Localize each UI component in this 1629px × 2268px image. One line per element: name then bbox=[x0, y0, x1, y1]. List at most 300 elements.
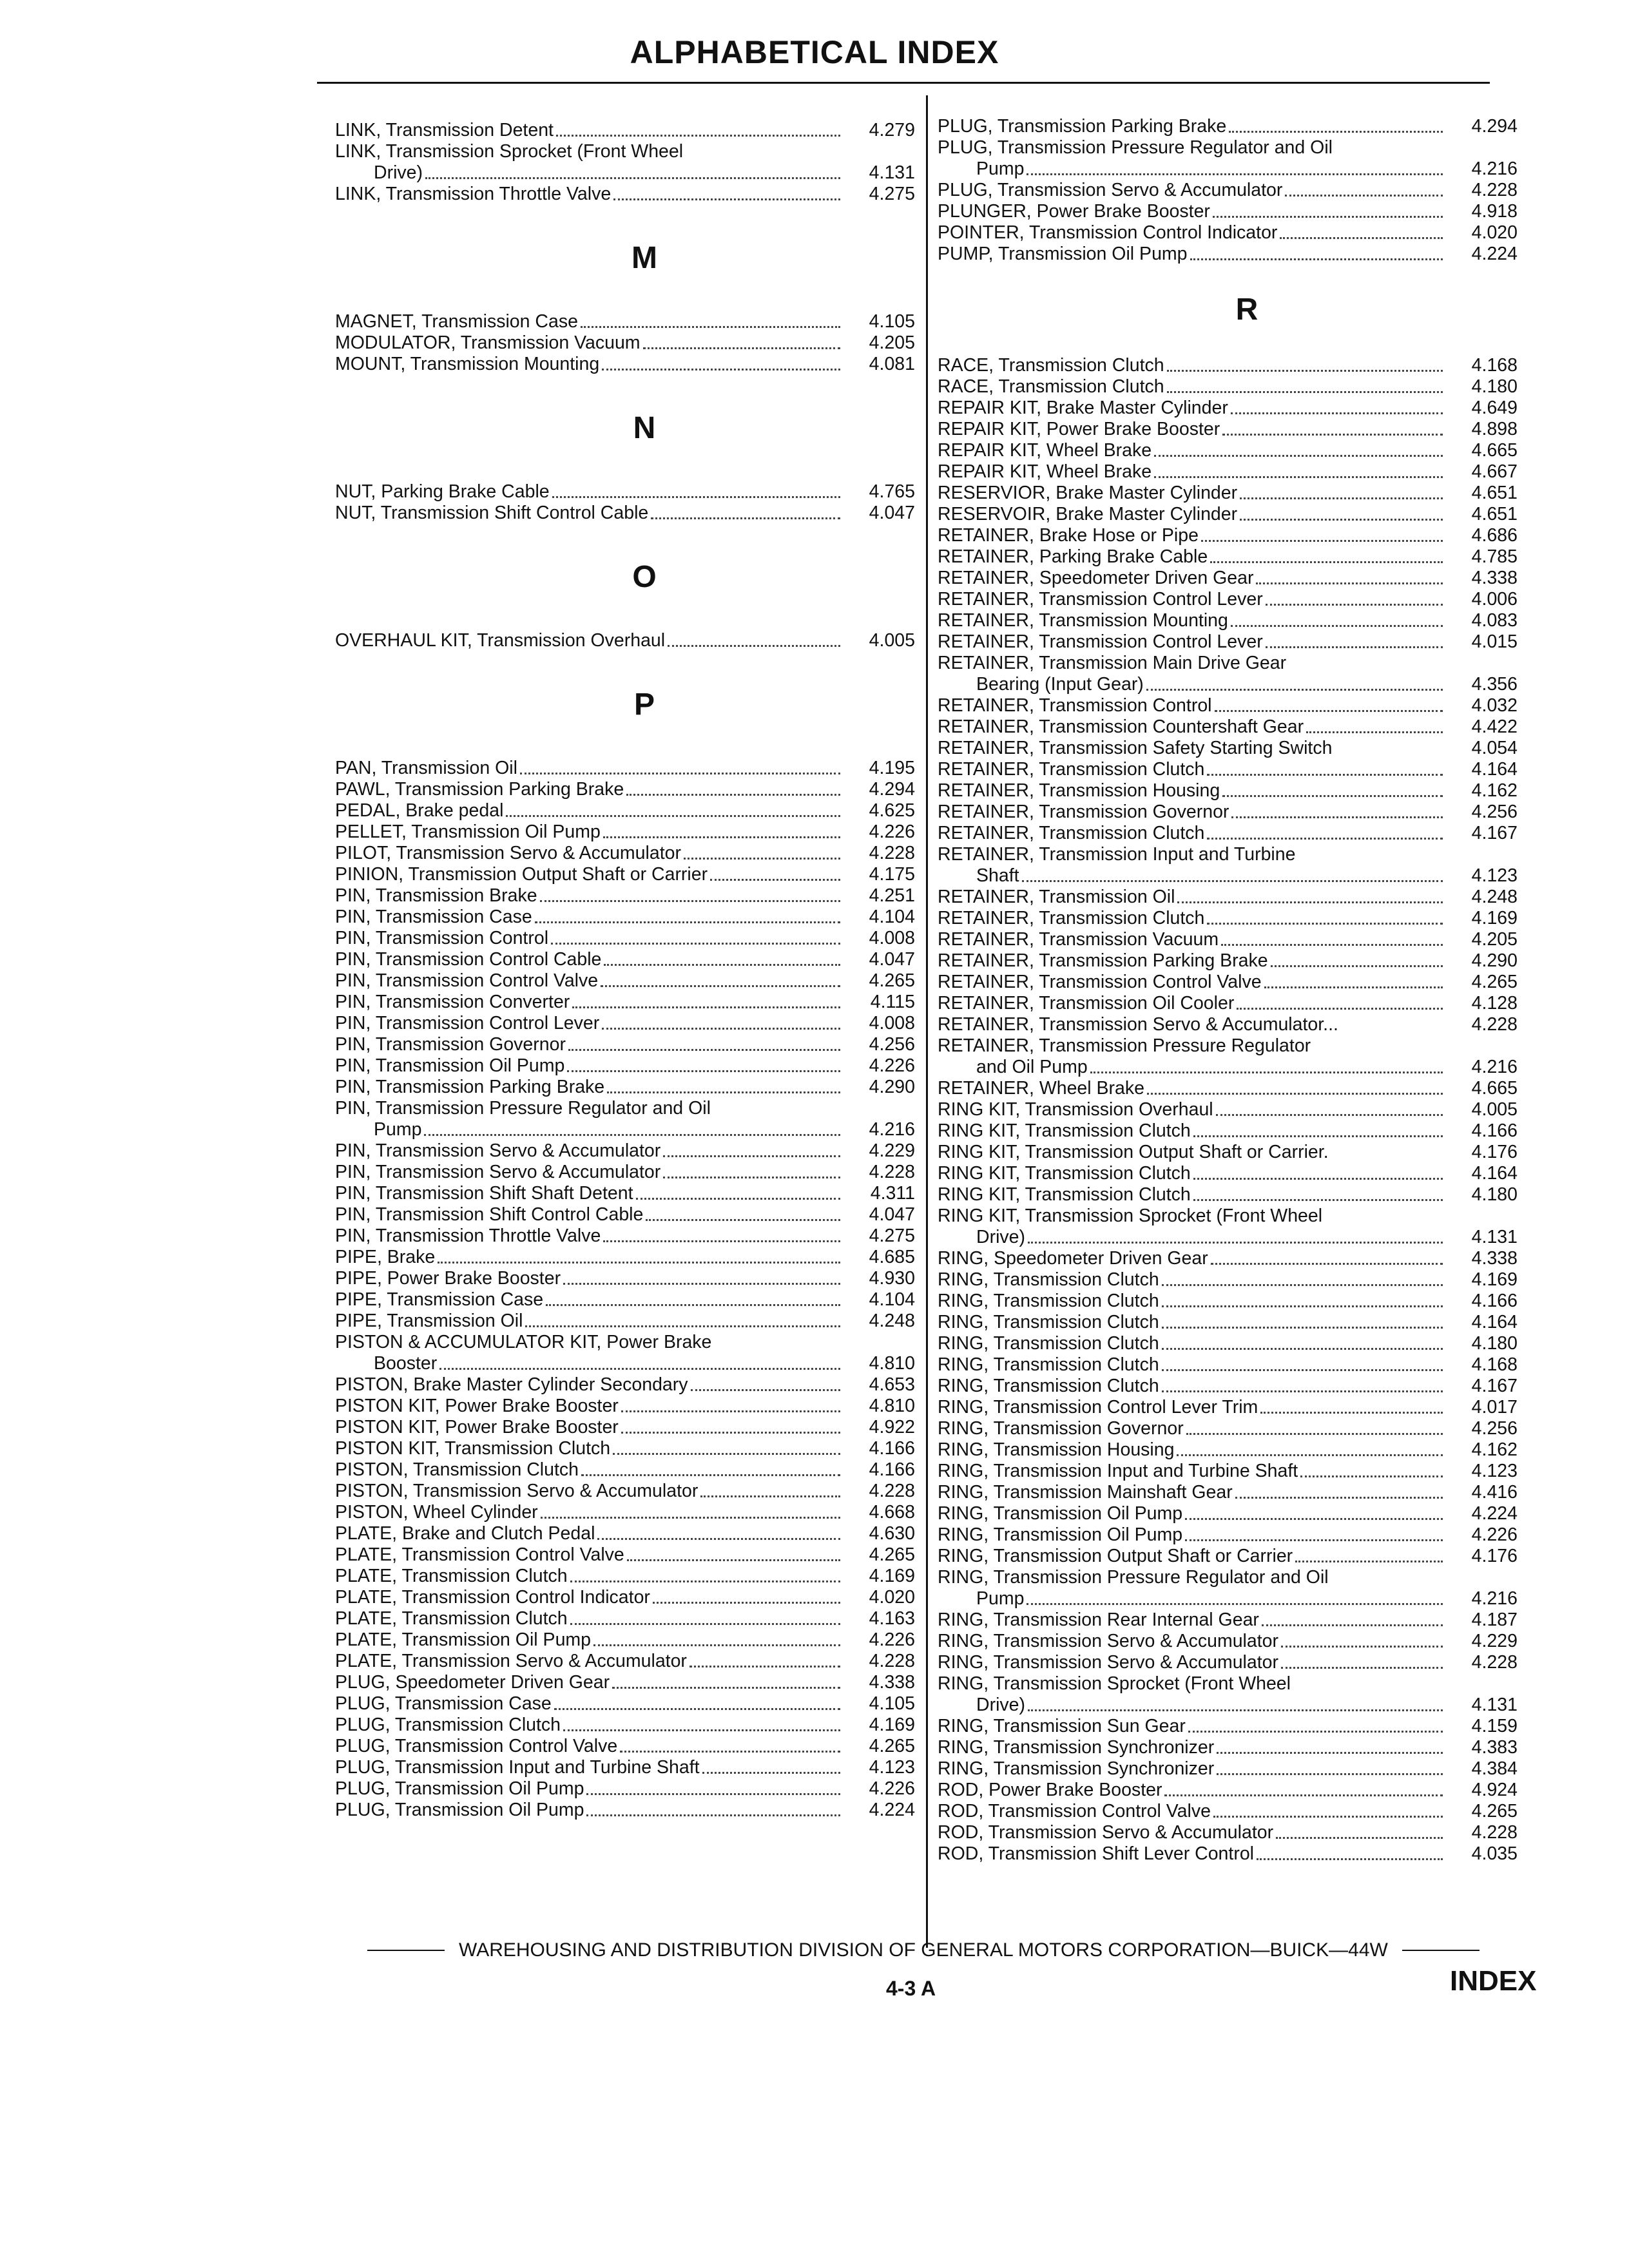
dot-leader bbox=[1028, 1242, 1443, 1244]
entry-label: RESERVOIR, Brake Master Cylinder bbox=[938, 504, 1238, 524]
entry-label: POINTER, Transmission Control Indicator bbox=[938, 222, 1278, 243]
index-entry bbox=[938, 504, 1518, 525]
entry-label: PLUG, Transmission Servo & Accumulator bbox=[938, 180, 1283, 200]
entry-label: Drive) bbox=[374, 162, 423, 183]
index-entry bbox=[335, 503, 915, 524]
entry-label: RING, Transmission Input and Turbine Shaft bbox=[938, 1461, 1298, 1481]
dot-leader bbox=[546, 1304, 840, 1306]
index-entry bbox=[335, 481, 915, 503]
section-letter-header: M bbox=[631, 241, 657, 275]
entry-label: PLATE, Transmission Control Indicator bbox=[335, 1587, 650, 1608]
entry-page-ref: 4.131 bbox=[1471, 1227, 1518, 1247]
dot-leader bbox=[1231, 816, 1443, 818]
entry-label: RING, Transmission Clutch bbox=[938, 1333, 1159, 1354]
index-column-left bbox=[335, 120, 915, 1821]
dot-leader bbox=[1162, 1327, 1443, 1329]
section-letter-header: P bbox=[633, 687, 655, 722]
entry-label: RETAINER, Transmission Control Valve bbox=[938, 972, 1262, 992]
entry-label: ROD, Transmission Control Valve bbox=[938, 1801, 1211, 1821]
entry-page-ref: 4.128 bbox=[1471, 993, 1518, 1014]
index-entry bbox=[335, 843, 915, 864]
entry-page-ref: 4.294 bbox=[1471, 116, 1518, 137]
entry-page-ref: 4.167 bbox=[1471, 823, 1518, 843]
dot-leader bbox=[663, 1177, 840, 1178]
index-entry bbox=[938, 1716, 1518, 1737]
entry-label: PLUNGER, Power Brake Booster bbox=[938, 201, 1210, 222]
dot-leader bbox=[551, 943, 840, 945]
entry-page-ref: 4.265 bbox=[869, 1544, 915, 1565]
entry-page-ref: 4.651 bbox=[1471, 504, 1518, 524]
index-entry bbox=[335, 1140, 915, 1162]
dot-leader bbox=[1260, 1412, 1443, 1414]
entry-page-ref: 4.006 bbox=[1471, 589, 1518, 610]
index-entry bbox=[335, 1736, 915, 1757]
index-entry bbox=[938, 1610, 1518, 1631]
entry-label: PLUG, Speedometer Driven Gear bbox=[335, 1672, 610, 1693]
index-entry bbox=[938, 653, 1518, 674]
entry-label: PLATE, Transmission Servo & Accumulator bbox=[335, 1651, 687, 1671]
dot-leader bbox=[604, 964, 840, 966]
dot-leader bbox=[581, 326, 840, 328]
index-entry bbox=[938, 1822, 1518, 1843]
index-entry bbox=[335, 1715, 915, 1736]
entry-label: LINK, Transmission Sprocket (Front Wheel bbox=[335, 141, 684, 162]
entry-page-ref: 4.228 bbox=[1471, 180, 1518, 200]
index-entry bbox=[938, 1461, 1518, 1482]
entry-page-ref: 4.338 bbox=[869, 1672, 915, 1693]
index-entry bbox=[938, 1333, 1518, 1354]
index-entry bbox=[938, 1184, 1518, 1206]
index-entry bbox=[335, 1502, 915, 1523]
dot-leader bbox=[1231, 412, 1443, 414]
entry-page-ref: 4.054 bbox=[1471, 738, 1518, 758]
entry-label: PIPE, Brake bbox=[335, 1247, 436, 1267]
entry-label: RING, Transmission Sun Gear bbox=[938, 1716, 1186, 1736]
dot-leader bbox=[607, 1091, 840, 1093]
index-entry-continuation bbox=[938, 159, 1518, 180]
entry-page-ref: 4.256 bbox=[1471, 1418, 1518, 1439]
dot-leader bbox=[1256, 582, 1443, 584]
index-entry bbox=[938, 972, 1518, 993]
index-entry-continuation bbox=[938, 674, 1518, 695]
entry-page-ref: 4.248 bbox=[1471, 887, 1518, 907]
entry-page-ref: 4.228 bbox=[869, 843, 915, 863]
entry-page-ref: 4.356 bbox=[1471, 674, 1518, 695]
entry-label: Shaft bbox=[976, 865, 1019, 886]
entry-label: RING, Transmission Synchronizer bbox=[938, 1737, 1215, 1758]
dot-leader bbox=[621, 1410, 840, 1412]
dot-leader bbox=[520, 773, 840, 774]
index-entry bbox=[335, 1225, 915, 1247]
entry-page-ref: 4.653 bbox=[869, 1374, 915, 1395]
entry-page-ref: 4.163 bbox=[869, 1608, 915, 1629]
entry-label: RACE, Transmission Clutch bbox=[938, 376, 1164, 397]
dot-leader bbox=[525, 1325, 840, 1327]
entry-page-ref: 4.930 bbox=[869, 1268, 915, 1289]
index-entry bbox=[335, 1459, 915, 1481]
index-entry bbox=[335, 1544, 915, 1566]
entry-label: RING KIT, Transmission Clutch bbox=[938, 1120, 1191, 1141]
entry-page-ref: 4.265 bbox=[1471, 972, 1518, 992]
entry-label: RING, Transmission Synchronizer bbox=[938, 1758, 1215, 1779]
dot-leader bbox=[1190, 258, 1443, 260]
dot-leader bbox=[684, 858, 840, 860]
dot-leader bbox=[613, 1453, 840, 1455]
entry-page-ref: 4.275 bbox=[869, 1225, 915, 1246]
entry-page-ref: 4.422 bbox=[1471, 716, 1518, 737]
entry-page-ref: 4.015 bbox=[1471, 631, 1518, 652]
entry-label: PIN, Transmission Shift Shaft Detent bbox=[335, 1183, 633, 1204]
entry-label: PAWL, Transmission Parking Brake bbox=[335, 779, 624, 800]
entry-page-ref: 4.032 bbox=[1471, 695, 1518, 716]
index-entry bbox=[335, 1098, 915, 1119]
entry-page-ref: 4.625 bbox=[869, 800, 915, 821]
index-entry bbox=[335, 992, 915, 1013]
index-entry bbox=[335, 1268, 915, 1289]
index-entry bbox=[938, 376, 1518, 398]
entry-page-ref: 4.164 bbox=[1471, 759, 1518, 780]
dot-leader bbox=[620, 1751, 840, 1753]
index-entry bbox=[938, 1376, 1518, 1397]
entry-page-ref: 4.922 bbox=[869, 1417, 915, 1437]
entry-label: RETAINER, Transmission Control Lever bbox=[938, 631, 1263, 652]
entry-label: PIN, Transmission Shift Control Cable bbox=[335, 1204, 644, 1225]
dot-leader bbox=[668, 645, 840, 647]
index-entry bbox=[938, 1078, 1518, 1099]
entry-label: PIPE, Transmission Oil bbox=[335, 1311, 523, 1331]
entry-label: PLATE, Transmission Oil Pump bbox=[335, 1629, 592, 1650]
dot-leader bbox=[700, 1495, 840, 1497]
entry-label: RING, Transmission Governor bbox=[938, 1418, 1184, 1439]
entry-label: ROD, Transmission Shift Lever Control bbox=[938, 1843, 1254, 1864]
entry-label: PAN, Transmission Oil bbox=[335, 758, 517, 778]
index-entry bbox=[335, 1693, 915, 1715]
entry-label: LINK, Transmission Throttle Valve bbox=[335, 184, 612, 204]
dot-leader bbox=[1193, 1135, 1443, 1137]
dot-leader bbox=[1185, 1518, 1443, 1520]
entry-page-ref: 4.630 bbox=[869, 1523, 915, 1544]
entry-page-ref: 4.226 bbox=[869, 1629, 915, 1650]
dot-leader bbox=[602, 369, 840, 370]
dot-leader bbox=[570, 1581, 840, 1582]
entry-label: PIPE, Power Brake Booster bbox=[335, 1268, 561, 1289]
dot-leader bbox=[1237, 1008, 1443, 1010]
dot-leader bbox=[572, 1006, 840, 1008]
entry-page-ref: 4.294 bbox=[869, 779, 915, 800]
entry-page-ref: 4.216 bbox=[869, 1119, 915, 1140]
entry-page-ref: 4.228 bbox=[1471, 1822, 1518, 1843]
entry-label: PINION, Transmission Output Shaft or Carrier bbox=[335, 864, 708, 885]
entry-label: PLATE, Transmission Clutch bbox=[335, 1566, 568, 1586]
dot-leader bbox=[1167, 370, 1443, 372]
entry-label: LINK, Transmission Detent bbox=[335, 120, 554, 140]
index-entry bbox=[335, 1800, 915, 1821]
dot-leader bbox=[1177, 1454, 1443, 1456]
dot-leader bbox=[603, 1240, 840, 1242]
entry-label: PLATE, Transmission Clutch bbox=[335, 1608, 568, 1629]
page-number: 4-3 A bbox=[886, 1977, 936, 2000]
entry-label: RING, Transmission Housing bbox=[938, 1439, 1175, 1460]
dot-leader bbox=[1028, 1709, 1443, 1711]
index-entry bbox=[938, 1120, 1518, 1142]
dot-leader bbox=[1280, 237, 1443, 239]
entry-label: ROD, Transmission Servo & Accumulator bbox=[938, 1822, 1274, 1843]
dot-leader bbox=[425, 177, 840, 179]
entry-label: RING, Transmission Servo & Accumulator bbox=[938, 1652, 1279, 1673]
index-entry bbox=[938, 802, 1518, 823]
entry-page-ref: 4.810 bbox=[869, 1353, 915, 1374]
index-entry bbox=[938, 1163, 1518, 1184]
entry-page-ref: 4.686 bbox=[1471, 525, 1518, 546]
entry-page-ref: 4.168 bbox=[1471, 355, 1518, 376]
entry-label: RING KIT, Transmission Sprocket (Front Wheel bbox=[938, 1206, 1323, 1226]
entry-label: and Oil Pump bbox=[976, 1057, 1088, 1077]
index-entry bbox=[335, 1247, 915, 1268]
index-entry bbox=[335, 332, 915, 354]
entry-label: RING KIT, Transmission Output Shaft or Carrier. bbox=[938, 1142, 1329, 1162]
entry-label: PLUG, Transmission Parking Brake bbox=[938, 116, 1227, 137]
dot-leader bbox=[567, 1070, 840, 1072]
entry-label: RING, Transmission Oil Pump bbox=[938, 1503, 1183, 1524]
index-entry bbox=[938, 483, 1518, 504]
entry-label: RETAINER, Brake Hose or Pipe bbox=[938, 525, 1199, 546]
entry-label: NUT, Transmission Shift Control Cable bbox=[335, 503, 649, 523]
footer-text: WAREHOUSING AND DISTRIBUTION DIVISION OF GENERAL MOTORS CORPORATION—BUICK—44W bbox=[459, 1939, 1388, 1961]
entry-page-ref: 4.167 bbox=[1471, 1376, 1518, 1396]
dot-leader bbox=[1306, 731, 1443, 733]
entry-page-ref: 4.169 bbox=[869, 1566, 915, 1586]
entry-label: RETAINER, Transmission Control Lever bbox=[938, 589, 1263, 610]
entry-label: RETAINER, Transmission Input and Turbine bbox=[938, 844, 1296, 865]
entry-label: RING, Transmission Sprocket (Front Wheel bbox=[938, 1673, 1291, 1694]
entry-page-ref: 4.176 bbox=[1471, 1546, 1518, 1566]
entry-label: PIN, Transmission Throttle Valve bbox=[335, 1225, 601, 1246]
footer-rule-left bbox=[367, 1950, 445, 1951]
entry-page-ref: 4.035 bbox=[1471, 1843, 1518, 1864]
entry-label: RETAINER, Transmission Safety Starting Switch bbox=[938, 738, 1333, 758]
footer-rule-right bbox=[1402, 1950, 1480, 1951]
entry-page-ref: 4.159 bbox=[1471, 1716, 1518, 1736]
dot-leader bbox=[1193, 1199, 1443, 1201]
entry-label: PIN, Transmission Servo & Accumulator bbox=[335, 1140, 661, 1161]
dot-leader bbox=[1271, 965, 1443, 967]
entry-label: RETAINER, Parking Brake Cable bbox=[938, 546, 1208, 567]
entry-page-ref: 4.338 bbox=[1471, 568, 1518, 588]
dot-leader bbox=[601, 985, 840, 987]
entry-label: PIN, Transmission Control Valve bbox=[335, 970, 599, 991]
entry-label: REPAIR KIT, Brake Master Cylinder bbox=[938, 398, 1228, 418]
entry-page-ref: 4.256 bbox=[869, 1034, 915, 1055]
entry-label: RING, Transmission Clutch bbox=[938, 1291, 1159, 1311]
index-entry bbox=[335, 864, 915, 885]
entry-page-ref: 4.667 bbox=[1471, 461, 1518, 482]
index-entry bbox=[335, 630, 915, 651]
dot-leader bbox=[1193, 1178, 1443, 1180]
index-entry bbox=[938, 1035, 1518, 1057]
entry-label: PIN, Transmission Control Lever bbox=[335, 1013, 600, 1033]
entry-page-ref: 4.228 bbox=[869, 1162, 915, 1182]
entry-label: RING, Speedometer Driven Gear bbox=[938, 1248, 1208, 1269]
dot-leader bbox=[1154, 455, 1443, 457]
entry-page-ref: 4.290 bbox=[1471, 950, 1518, 971]
column-divider bbox=[926, 95, 928, 1948]
index-entry bbox=[938, 1482, 1518, 1503]
dot-leader bbox=[1167, 391, 1443, 393]
entry-page-ref: 4.008 bbox=[869, 928, 915, 948]
entry-label: PLUG, Transmission Oil Pump bbox=[335, 1800, 584, 1820]
entry-page-ref: 4.047 bbox=[869, 949, 915, 970]
entry-page-ref: 4.020 bbox=[869, 1587, 915, 1608]
entry-page-ref: 4.224 bbox=[1471, 1503, 1518, 1524]
index-entry bbox=[938, 631, 1518, 653]
entry-page-ref: 4.216 bbox=[1471, 1057, 1518, 1077]
dot-leader bbox=[1147, 1093, 1443, 1095]
entry-label: Pump bbox=[976, 159, 1025, 179]
index-entry bbox=[938, 695, 1518, 716]
index-entry bbox=[335, 1672, 915, 1693]
dot-leader bbox=[689, 1666, 840, 1667]
index-entry bbox=[938, 222, 1518, 244]
dot-leader bbox=[643, 347, 840, 349]
index-entry-continuation bbox=[335, 162, 915, 184]
entry-label: RING, Transmission Clutch bbox=[938, 1269, 1159, 1290]
entry-label: Drive) bbox=[976, 1695, 1025, 1715]
entry-label: RETAINER, Transmission Clutch bbox=[938, 823, 1205, 843]
entry-label: RING, Transmission Servo & Accumulator bbox=[938, 1631, 1279, 1651]
entry-page-ref: 4.105 bbox=[869, 311, 915, 332]
entry-page-ref: 4.649 bbox=[1471, 398, 1518, 418]
index-entry bbox=[938, 1099, 1518, 1120]
entry-page-ref: 4.166 bbox=[1471, 1120, 1518, 1141]
dot-leader bbox=[1201, 540, 1443, 542]
entry-page-ref: 4.166 bbox=[1471, 1291, 1518, 1311]
dot-leader bbox=[1221, 944, 1443, 946]
index-entry bbox=[938, 137, 1518, 159]
dot-leader bbox=[1207, 774, 1443, 776]
entry-label: RETAINER, Wheel Brake bbox=[938, 1078, 1144, 1099]
dot-leader bbox=[603, 836, 840, 838]
entry-page-ref: 4.180 bbox=[1471, 1184, 1518, 1205]
entry-page-ref: 4.384 bbox=[1471, 1758, 1518, 1779]
index-entry bbox=[938, 1843, 1518, 1865]
index-entry-continuation bbox=[335, 1353, 915, 1374]
entry-label: Drive) bbox=[976, 1227, 1025, 1247]
dot-leader bbox=[627, 1559, 840, 1561]
index-entry bbox=[335, 928, 915, 949]
entry-label: RETAINER, Transmission Oil Cooler bbox=[938, 993, 1235, 1014]
dot-leader bbox=[1162, 1348, 1443, 1350]
dot-leader bbox=[586, 1814, 840, 1816]
dot-leader bbox=[556, 135, 840, 137]
entry-page-ref: 4.265 bbox=[869, 1736, 915, 1756]
index-entry bbox=[938, 908, 1518, 929]
dot-leader bbox=[1213, 1816, 1443, 1818]
entry-page-ref: 4.166 bbox=[869, 1459, 915, 1480]
dot-leader bbox=[1215, 710, 1443, 712]
dot-leader bbox=[1186, 1433, 1443, 1435]
dot-leader bbox=[1222, 795, 1443, 797]
index-entry bbox=[335, 1183, 915, 1204]
entry-page-ref: 4.020 bbox=[1471, 222, 1518, 243]
entry-page-ref: 4.229 bbox=[869, 1140, 915, 1161]
dot-leader bbox=[1211, 1263, 1443, 1265]
dot-leader bbox=[541, 1517, 840, 1519]
dot-leader bbox=[1240, 497, 1443, 499]
entry-label: RETAINER, Transmission Servo & Accumulator... bbox=[938, 1014, 1338, 1035]
entry-label: MAGNET, Transmission Case bbox=[335, 311, 578, 332]
entry-page-ref: 4.651 bbox=[1471, 483, 1518, 503]
index-entry bbox=[335, 1481, 915, 1502]
index-entry-continuation bbox=[938, 1057, 1518, 1078]
index-entry bbox=[335, 1608, 915, 1629]
dot-leader bbox=[568, 1049, 840, 1051]
index-entry bbox=[938, 1631, 1518, 1652]
dot-leader bbox=[1164, 1794, 1443, 1796]
entry-page-ref: 4.123 bbox=[869, 1757, 915, 1778]
index-entry bbox=[938, 244, 1518, 265]
index-entry bbox=[938, 1758, 1518, 1780]
dot-leader bbox=[1162, 1305, 1443, 1307]
entry-label: PLATE, Transmission Control Valve bbox=[335, 1544, 624, 1565]
index-entry bbox=[335, 141, 915, 162]
dot-leader bbox=[613, 198, 840, 200]
entry-label: PISTON, Wheel Cylinder bbox=[335, 1502, 538, 1523]
index-entry bbox=[335, 970, 915, 992]
entry-page-ref: 4.311 bbox=[870, 1183, 915, 1204]
entry-label: RING, Transmission Pressure Regulator and Oil bbox=[938, 1567, 1329, 1588]
title-rule bbox=[317, 82, 1490, 84]
entry-label: PLUG, Transmission Control Valve bbox=[335, 1736, 618, 1756]
entry-label: PELLET, Transmission Oil Pump bbox=[335, 822, 601, 842]
index-entry bbox=[938, 950, 1518, 972]
dot-leader bbox=[1266, 646, 1443, 648]
dot-leader bbox=[563, 1283, 840, 1285]
dot-leader bbox=[1217, 1752, 1443, 1754]
index-entry bbox=[938, 1503, 1518, 1524]
entry-label: Pump bbox=[374, 1119, 422, 1140]
dot-leader bbox=[554, 1708, 840, 1710]
entry-label: PISTON KIT, Power Brake Booster bbox=[335, 1396, 619, 1416]
entry-page-ref: 4.175 bbox=[869, 864, 915, 885]
index-entry bbox=[335, 779, 915, 800]
index-entry bbox=[335, 1311, 915, 1332]
entry-label: REPAIR KIT, Wheel Brake bbox=[938, 440, 1152, 461]
entry-label: RETAINER, Transmission Governor bbox=[938, 802, 1229, 822]
entry-page-ref: 4.005 bbox=[869, 630, 915, 651]
entry-label: OVERHAUL KIT, Transmission Overhaul bbox=[335, 630, 666, 651]
index-entry bbox=[335, 1162, 915, 1183]
index-entry bbox=[938, 844, 1518, 865]
dot-leader bbox=[1162, 1369, 1443, 1371]
entry-page-ref: 4.416 bbox=[1471, 1482, 1518, 1503]
entry-label: PEDAL, Brake pedal bbox=[335, 800, 504, 821]
index-entry bbox=[335, 1204, 915, 1225]
entry-label: RING, Transmission Control Lever Trim bbox=[938, 1397, 1258, 1418]
entry-label: PIN, Transmission Oil Pump bbox=[335, 1055, 565, 1076]
entry-page-ref: 4.290 bbox=[869, 1077, 915, 1097]
index-entry bbox=[335, 1438, 915, 1459]
index-entry-continuation bbox=[335, 1119, 915, 1140]
entry-page-ref: 4.918 bbox=[1471, 201, 1518, 222]
index-entry bbox=[335, 354, 915, 375]
dot-leader bbox=[1240, 519, 1443, 521]
dot-leader bbox=[1300, 1475, 1443, 1477]
index-entry bbox=[335, 907, 915, 928]
dot-leader bbox=[1210, 561, 1443, 563]
entry-page-ref: 4.162 bbox=[1471, 1439, 1518, 1460]
entry-label: PIN, Transmission Brake bbox=[335, 885, 537, 906]
entry-page-ref: 4.685 bbox=[869, 1247, 915, 1267]
